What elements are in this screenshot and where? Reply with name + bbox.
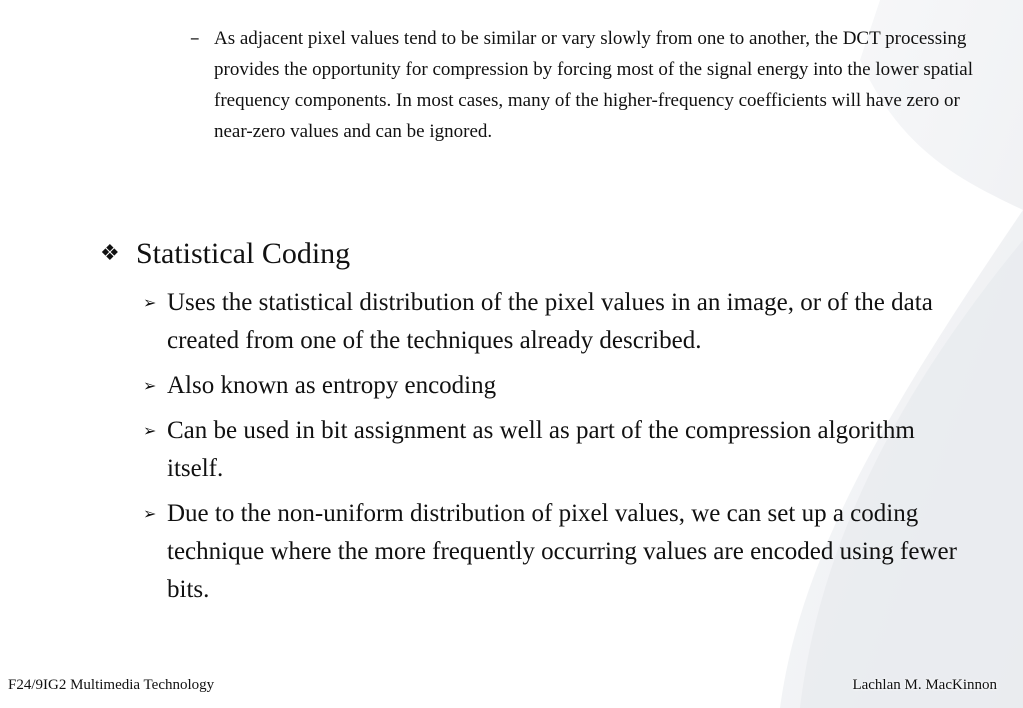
arrow-bullet-icon: ➢ (143, 421, 157, 440)
diamond-bullet-icon: ❖ (100, 241, 120, 266)
bullet-text: Due to the non-uniform distribution of pixel values, we can set up a coding technique where the more frequently occurring values are encoded using fewer bits. (167, 500, 957, 603)
footer-course: F24/9IG2 Multimedia Technology (8, 677, 215, 693)
section-heading (100, 234, 350, 274)
bullet-text: Also known as entropy encoding (167, 372, 497, 399)
bullet-text: Uses the statistical distribution of the pixel values in an image, or of the data created from one of the techniques already described. (167, 289, 933, 354)
dash-marker: – (190, 27, 200, 49)
sub-bullet-dct (190, 23, 980, 147)
arrow-bullet-icon: ➢ (143, 293, 157, 312)
bullet-item (143, 495, 983, 609)
footer-author: Lachlan M. MacKinnon (852, 677, 997, 693)
bullet-item (143, 284, 983, 360)
arrow-bullet-icon: ➢ (143, 504, 157, 523)
sub-bullet-text: As adjacent pixel values tend to be similar or vary slowly from one to another, the DCT processing provides the opportunity for compression by forcing most of the signal energy into the lower spatial frequency components. In most cases, many of the higher-frequency coefficients will have zero or near-zero values and can be ignored. (214, 28, 973, 142)
bullet-item (143, 412, 983, 488)
arrow-bullet-icon: ➢ (143, 376, 157, 395)
section-title: Statistical Coding (136, 237, 351, 270)
bullet-list (143, 284, 983, 616)
bullet-item (143, 367, 983, 405)
bullet-text: Can be used in bit assignment as well as part of the compression algorithm itself. (167, 417, 915, 482)
